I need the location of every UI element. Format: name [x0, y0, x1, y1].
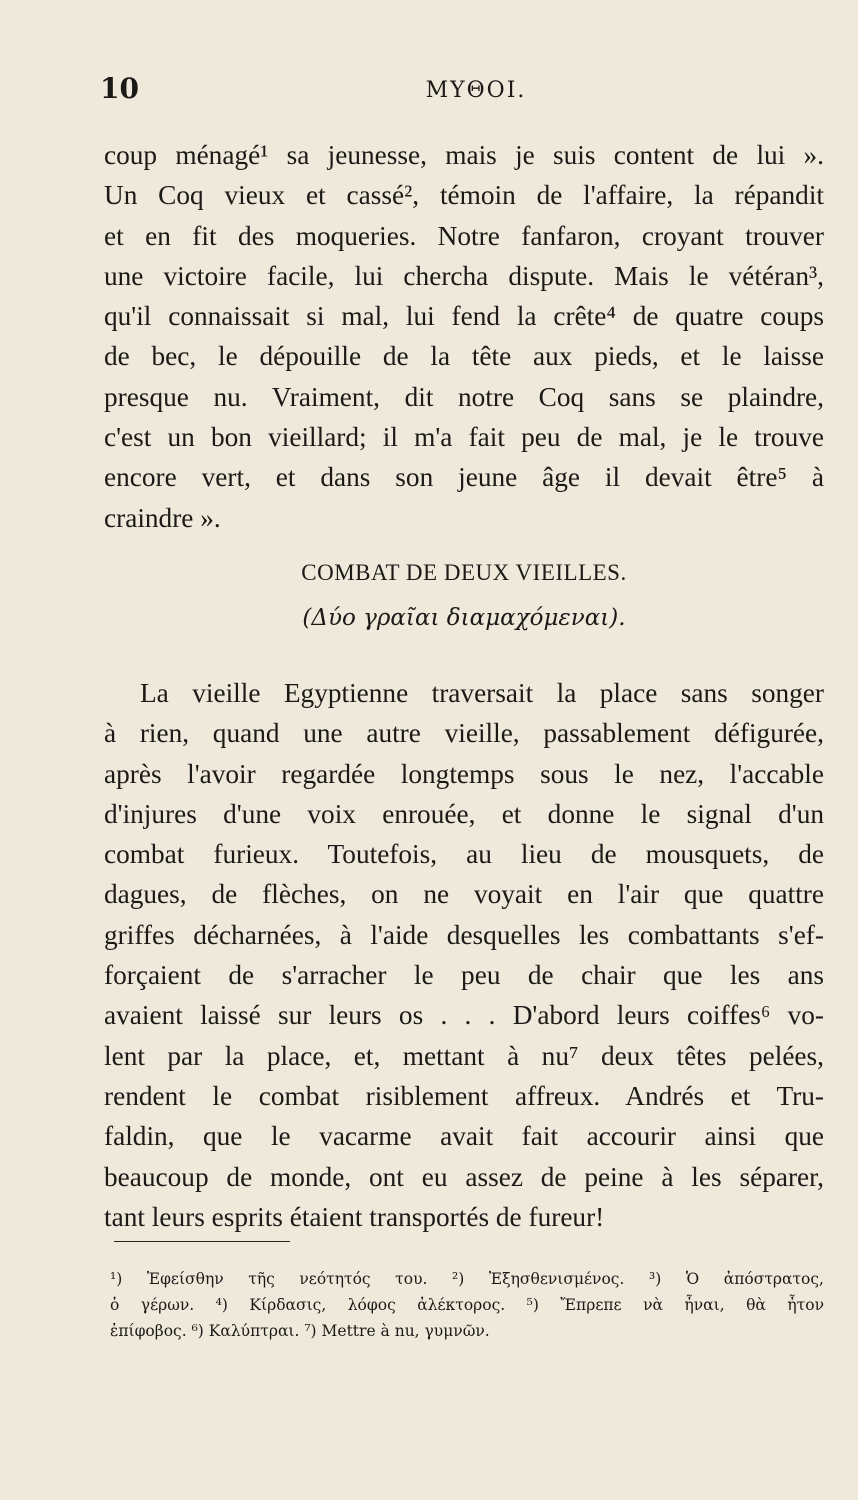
text-line: presque nu. Vraiment, dit notre Coq sans se plaindre,: [104, 381, 824, 412]
text-line: Un Coq vieux et cassé², témoin de l'affaire, la répandit: [104, 180, 824, 211]
text-line: rendent le combat risiblement affreux. Andrés et Tru-: [104, 1080, 824, 1111]
text-line: coup ménagé¹ sa jeunesse, mais je suis content de lui ».: [104, 140, 824, 170]
text-line: d'injures d'une voix enrouée, et donne le signal d'un: [104, 798, 824, 829]
text-line: dagues, de flèches, on ne voyait en l'air que quattre: [104, 879, 824, 910]
page-header: [100, 72, 822, 112]
footnote-rule: [114, 1241, 290, 1242]
text-line: craindre ».: [104, 502, 221, 533]
text-line: qu'il connaissait si mal, lui fend la crête⁴ de quatre coups: [104, 301, 824, 332]
text-line: après l'avoir regardée longtemps sous le nez, l'accable: [104, 758, 824, 789]
paragraph-fable-ending: [104, 135, 824, 538]
page-number: 10: [100, 72, 139, 105]
section-subtitle: (Δύο γραῖαι διαμαχόμεναι).: [302, 605, 626, 631]
section-title: COMBAT DE DEUX VIEILLES.: [301, 560, 627, 585]
text-line: encore vert, et dans son jeune âge il devait être⁵ à: [104, 462, 824, 493]
footnotes: [110, 1266, 824, 1344]
text-line: tant leurs esprits étaient transportés de fureur!: [104, 1201, 605, 1232]
text-line: La vieille Egyptienne traversait la place sans songer: [140, 678, 824, 708]
text-line: une victoire facile, lui chercha dispute. Mais le vétéran³,: [104, 260, 824, 291]
paragraph-combat: [104, 673, 824, 1237]
text-line: faldin, que le vacarme avait fait accourir ainsi que: [104, 1121, 824, 1152]
footnote-line: ἐπίφοβος. ⁶) Καλύπτραι. ⁷) Mettre à nu, γυμνῶν.: [110, 1322, 490, 1340]
text-line: combat furieux. Toutefois, au lieu de mousquets, de: [104, 839, 824, 870]
text-line: à rien, quand une autre vieille, passablement défigurée,: [104, 718, 824, 749]
footnote-line: ¹) Ἐφείσθην τῆς νεότητός του. ²) Ἐξησθενισμένος. ³) Ὁ ἀπόστρατος,: [110, 1270, 824, 1288]
text-line: de bec, le dépouille de la tête aux pieds, et le laisse: [104, 341, 824, 372]
text-line: avaient laissé sur leurs os . . . D'abord leurs coiffes⁶ vo-: [104, 1000, 824, 1031]
text-line: et en fit des moqueries. Notre fanfaron, croyant trouver: [104, 220, 824, 251]
text-line: beaucoup de monde, ont eu assez de peine à les séparer,: [104, 1161, 824, 1192]
footnote-line: ὁ γέρων. ⁴) Κίρδασις, λόφος ἀλέκτορος. ⁵) Ἔπρεπε νὰ ἦναι, θὰ ἦτον: [110, 1296, 824, 1314]
running-head: ΜΥΘΟΙ.: [425, 78, 527, 103]
text-line: forçaient de s'arracher le peu de chair que les ans: [104, 960, 824, 991]
text-line: lent par la place, et, mettant à nu⁷ deux têtes pelées,: [104, 1040, 824, 1071]
text-line: griffes décharnées, à l'aide desquelles les combattants s'ef-: [104, 919, 824, 950]
text-line: c'est un bon vieillard; il m'a fait peu de mal, je le trouve: [104, 422, 824, 453]
